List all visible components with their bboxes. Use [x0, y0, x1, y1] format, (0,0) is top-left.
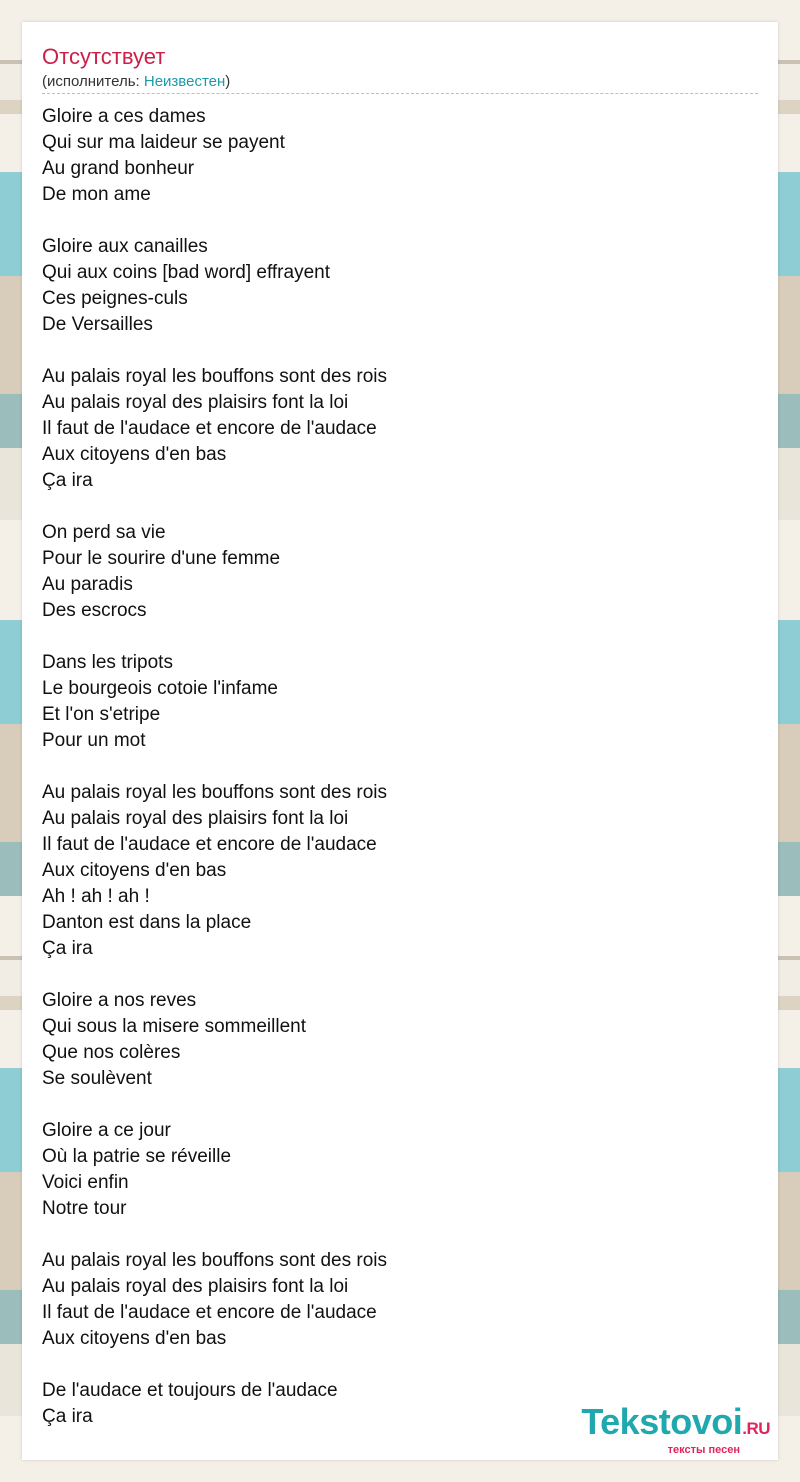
artist-link[interactable]: Неизвестен — [143, 73, 226, 90]
lyric-line: Au palais royal les bouffons sont des rois — [42, 782, 388, 803]
lyric-line: Au paradis — [42, 574, 133, 595]
logo-tld: .RU — [742, 1419, 770, 1438]
lyric-line — [42, 494, 387, 520]
lyric-line: Ça ira — [42, 1406, 93, 1427]
lyric-line: Aux citoyens d'en bas — [42, 444, 227, 465]
lyric-line — [42, 962, 387, 988]
lyric-line: Ah ! ah ! ah ! — [42, 886, 150, 907]
lyric-line — [42, 754, 387, 780]
artist-prefix: (исполнитель: — [42, 73, 144, 90]
lyric-line — [42, 1092, 387, 1118]
lyric-line: Qui sur ma laideur se payent — [42, 132, 285, 153]
lyric-line: Où la patrie se réveille — [42, 1146, 232, 1167]
lyric-line: Aux citoyens d'en bas — [42, 860, 227, 881]
lyric-line: Au palais royal les bouffons sont des rois — [42, 1250, 388, 1271]
lyric-line — [42, 208, 387, 234]
lyric-line: De mon ame — [42, 184, 151, 205]
lyric-line: Notre tour — [42, 1198, 127, 1219]
lyric-line: Gloire a nos reves — [42, 990, 197, 1011]
lyric-line: On perd sa vie — [42, 522, 166, 543]
lyric-line: Gloire a ce jour — [42, 1120, 171, 1141]
lyric-line — [42, 1222, 387, 1248]
lyric-line: Ces peignes-culs — [42, 288, 188, 309]
lyric-line: Aux citoyens d'en bas — [42, 1328, 227, 1349]
lyric-line: Au palais royal des plaisirs font la loi — [42, 808, 349, 829]
lyric-line: Qui aux coins [bad word] effrayent — [42, 262, 330, 283]
lyric-line: Gloire aux canailles — [42, 236, 208, 257]
lyric-line: Des escrocs — [42, 600, 147, 621]
lyric-line: Au palais royal les bouffons sont des rois — [42, 366, 388, 387]
lyric-line: Il faut de l'audace et encore de l'audace — [42, 418, 377, 439]
lyric-line: Il faut de l'audace et encore de l'audace — [42, 834, 377, 855]
lyric-line: Ça ira — [42, 470, 93, 491]
lyric-line: Se soulèvent — [42, 1068, 152, 1089]
title-divider — [42, 93, 758, 94]
logo-tagline: тексты песен — [667, 1444, 740, 1456]
logo-name: Tekstovoi — [581, 1401, 743, 1442]
lyric-line — [42, 1352, 387, 1378]
lyric-line: Il faut de l'audace et encore de l'audace — [42, 1302, 377, 1323]
site-logo[interactable] — [581, 1401, 770, 1456]
lyric-line: Qui sous la misere sommeillent — [42, 1016, 306, 1037]
lyric-line: Et l'on s'etripe — [42, 704, 161, 725]
lyric-line: Au palais royal des plaisirs font la loi — [42, 1276, 349, 1297]
lyric-line: Danton est dans la place — [42, 912, 252, 933]
lyric-line: Gloire a ces dames — [42, 106, 206, 127]
lyric-line: Ça ira — [42, 938, 93, 959]
lyrics-card — [22, 22, 778, 1460]
lyric-line: Voici enfin — [42, 1172, 129, 1193]
artist-suffix: ) — [225, 73, 231, 90]
lyric-line: Que nos colères — [42, 1042, 181, 1063]
lyric-line: De Versailles — [42, 314, 153, 335]
lyric-line: Pour un mot — [42, 730, 146, 751]
lyric-line: Au grand bonheur — [42, 158, 195, 179]
artist-line — [42, 73, 230, 91]
lyric-line: Le bourgeois cotoie l'infame — [42, 678, 278, 699]
lyrics-text — [42, 104, 387, 1430]
song-title: Отсутствует — [42, 44, 166, 69]
lyric-line: De l'audace et toujours de l'audace — [42, 1380, 338, 1401]
lyric-line — [42, 624, 387, 650]
lyric-line: Pour le sourire d'une femme — [42, 548, 281, 569]
lyric-line: Dans les tripots — [42, 652, 173, 673]
lyric-line: Au palais royal des plaisirs font la loi — [42, 392, 349, 413]
lyric-line — [42, 338, 387, 364]
